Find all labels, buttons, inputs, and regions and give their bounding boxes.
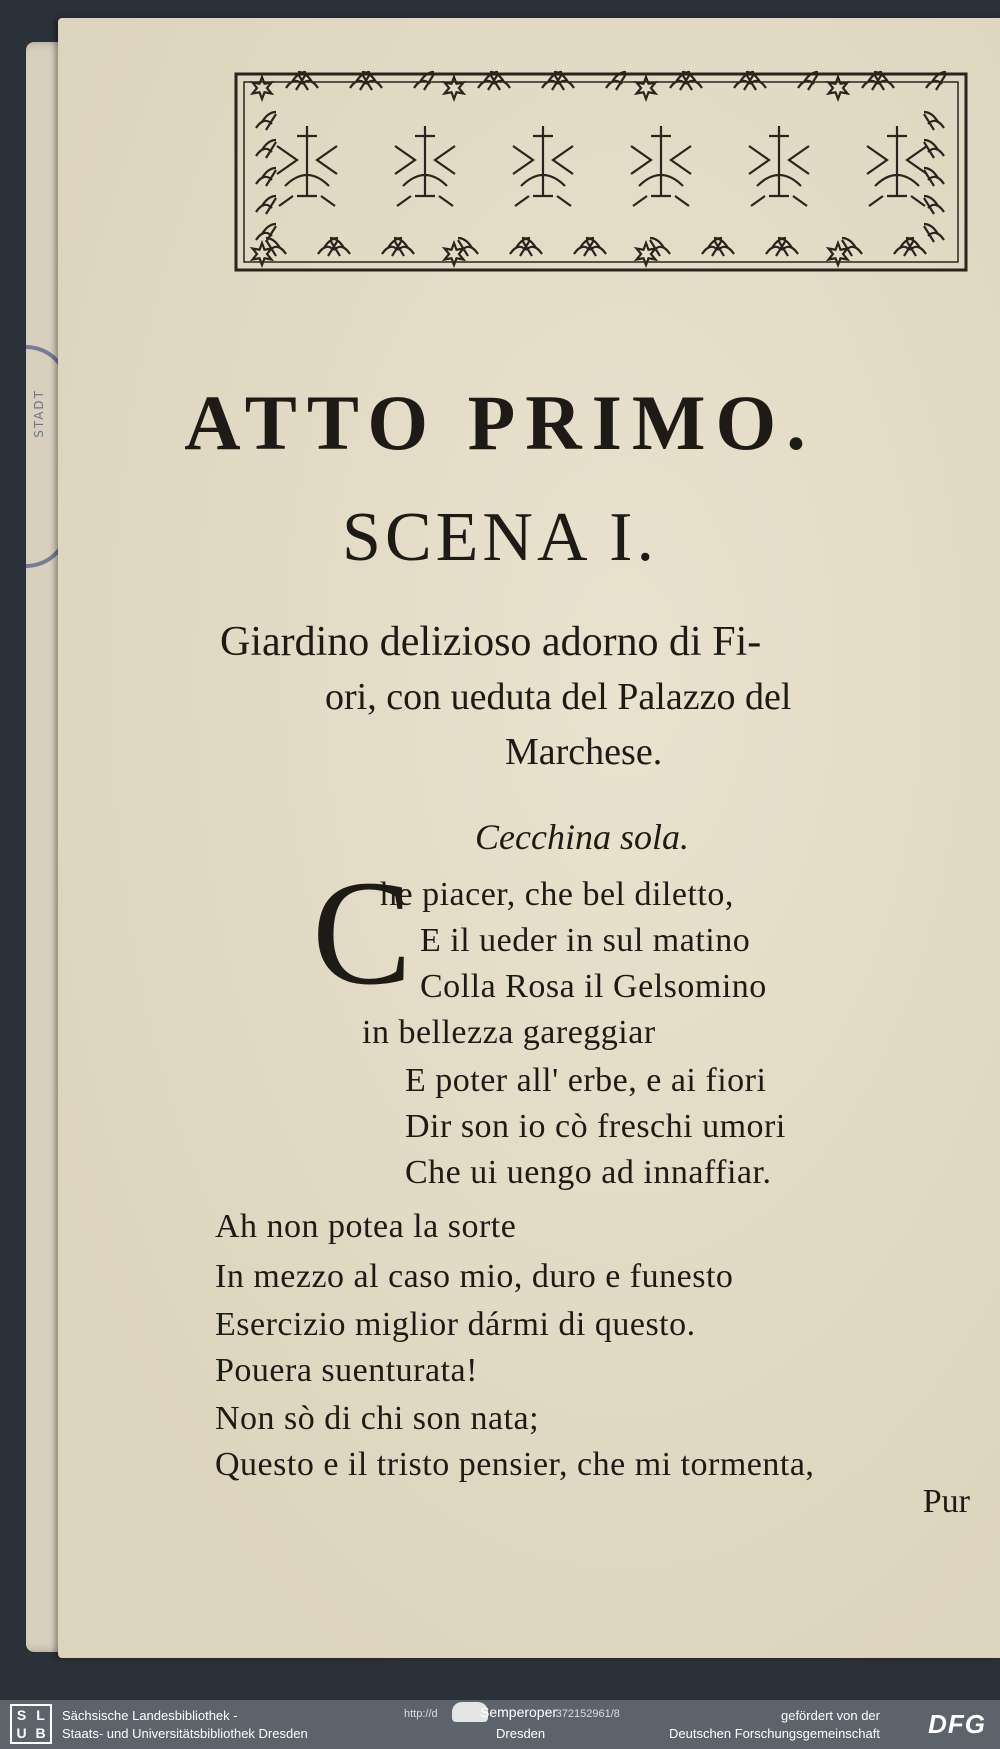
recitative-line-5: Non sò di chi son nata; [215,1400,540,1437]
recitative-line-3: Esercizio miglior dármi di questo. [215,1306,696,1343]
setting-line-2: ori, con ueduta del Palazzo del [325,676,792,718]
funding-line-2: Deutschen Forschungsgemeinschaft [668,1726,880,1741]
dfg-logo[interactable]: DFG [928,1709,986,1739]
recitative-line-1: Ah non potea la sorte [215,1208,517,1245]
permalink-url[interactable]: http://d 372152961/8 [404,1708,620,1720]
recitative-line-2: In mezzo al caso mio, duro e funesto [215,1258,734,1295]
character-heading: Cecchina sola. [475,817,689,857]
scene-title: SCENA I. [342,499,658,576]
recitative-line-4: Pouera suenturata! [215,1352,478,1389]
setting-line-3: Marchese. [505,731,663,773]
drop-cap: C [312,850,413,1016]
aria-line-7: Che ui uengo ad innaffiar. [405,1154,772,1191]
city-label: Dresden [496,1726,546,1741]
aria-line-6: Dir son io cò freschi umori [405,1108,786,1145]
footer-bar [0,1700,1000,1749]
recitative-line-6: Questo e il tristo pensier, che mi tormenta, [215,1446,815,1483]
aria-line-3: Colla Rosa il Gelsomino [420,968,767,1005]
ornamental-header-band [222,66,978,284]
aria-line-4: in bellezza gareggiar [362,1014,656,1051]
library-name-line-2: Staats- und Universitätsbibliothek Dresden [62,1726,308,1741]
funding-line-1: gefördert von der [780,1708,880,1723]
setting-line-1: Giardino delizioso adorno di Fi- [220,619,762,665]
catchword: Pur [922,1483,970,1520]
library-name-line-1: Sächsische Landesbibliothek - [62,1708,238,1723]
semperoper-label: Semperoper [480,1704,558,1720]
aria-line-2: E il ueder in sul matino [420,922,751,959]
aria-line-1: he piacer, che bel diletto, [380,876,734,913]
act-title: ATTO PRIMO. [184,379,816,466]
stamp-text: STADT [32,389,46,438]
slub-logo[interactable]: S L U B [10,1704,52,1744]
aria-line-5: E poter all' erbe, e ai fiori [405,1062,767,1099]
